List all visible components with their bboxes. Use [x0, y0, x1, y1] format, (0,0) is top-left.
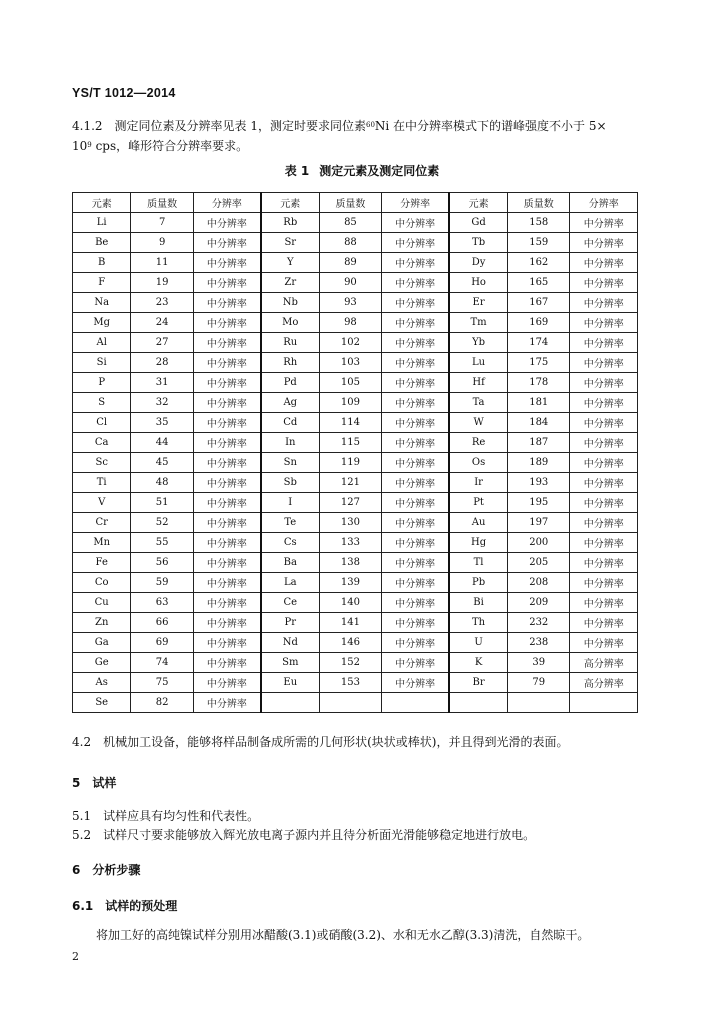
cell-resolution: 中分辨率: [570, 453, 638, 473]
isotope-superscript: 60: [365, 121, 375, 129]
cell-mass-number: 79: [508, 673, 570, 693]
section-6-1-heading: [72, 897, 177, 914]
cell-mass-number: 48: [131, 473, 193, 493]
header-element: 元素: [73, 193, 131, 213]
section-title: 试样: [92, 776, 117, 790]
cell-mass-number: 75: [131, 673, 193, 693]
standard-code-header: YS/T 1012—2014: [72, 86, 176, 100]
cell-mass-number: 59: [131, 573, 193, 593]
cell-resolution: 中分辨率: [382, 333, 449, 353]
cell-resolution: 中分辨率: [382, 593, 449, 613]
cell-mass-number: 102: [319, 333, 381, 353]
cell-element: Cd: [261, 413, 319, 433]
cell-element: Pr: [261, 613, 319, 633]
cell-element: Sb: [261, 473, 319, 493]
cell-mass-number: 140: [319, 593, 381, 613]
cell-resolution: 中分辨率: [570, 553, 638, 573]
cell-mass-number: 45: [131, 453, 193, 473]
paragraph-5-1: 5.1 试样应具有均匀性和代表性。: [72, 809, 260, 823]
cell-element: Cu: [73, 593, 131, 613]
header-resolution: 分辨率: [570, 193, 638, 213]
cell-resolution: 中分辨率: [570, 373, 638, 393]
cell-element: Eu: [261, 673, 319, 693]
cell-element: Y: [261, 253, 319, 273]
cell-resolution: 中分辨率: [570, 213, 638, 233]
cell-mass-number: 82: [131, 693, 193, 713]
cell-element: F: [73, 273, 131, 293]
cell-mass-number: 119: [319, 453, 381, 473]
cell-resolution: 中分辨率: [382, 493, 449, 513]
cell-resolution: 中分辨率: [382, 213, 449, 233]
cell-resolution: 中分辨率: [382, 553, 449, 573]
cell-mass-number: 74: [131, 653, 193, 673]
cell-resolution: 中分辨率: [193, 313, 260, 333]
cell-resolution: 中分辨率: [193, 593, 260, 613]
cell-resolution: 中分辨率: [193, 553, 260, 573]
cell-mass-number: 162: [508, 253, 570, 273]
cell-element: Nd: [261, 633, 319, 653]
cell-mass-number: 195: [508, 493, 570, 513]
cell-element: U: [449, 633, 507, 653]
cell-resolution: 中分辨率: [382, 233, 449, 253]
cell-element: Ge: [73, 653, 131, 673]
cell-element: [449, 693, 507, 713]
cell-element: V: [73, 493, 131, 513]
cell-mass-number: 189: [508, 453, 570, 473]
cell-mass-number: 146: [319, 633, 381, 653]
cell-resolution: 中分辨率: [193, 613, 260, 633]
table-row: [73, 653, 638, 673]
cell-resolution: 中分辨率: [382, 253, 449, 273]
header-resolution: 分辨率: [193, 193, 260, 213]
table-row: [73, 373, 638, 393]
cell-mass-number: 11: [131, 253, 193, 273]
cell-mass-number: 152: [319, 653, 381, 673]
cell-mass-number: 127: [319, 493, 381, 513]
cell-element: Fe: [73, 553, 131, 573]
cell-mass-number: 85: [319, 213, 381, 233]
table-row: [73, 453, 638, 473]
cell-resolution: 中分辨率: [382, 413, 449, 433]
cell-element: Co: [73, 573, 131, 593]
cell-resolution: 中分辨率: [193, 513, 260, 533]
cell-resolution: 中分辨率: [382, 433, 449, 453]
cell-element: Sc: [73, 453, 131, 473]
cell-element: Pb: [449, 573, 507, 593]
cell-element: Pd: [261, 373, 319, 393]
cell-mass-number: 56: [131, 553, 193, 573]
cell-resolution: 中分辨率: [382, 353, 449, 373]
cell-mass-number: 69: [131, 633, 193, 653]
cell-element: Ca: [73, 433, 131, 453]
cell-element: Mo: [261, 313, 319, 333]
cell-mass-number: 32: [131, 393, 193, 413]
table-row: [73, 513, 638, 533]
table-row: [73, 273, 638, 293]
cell-resolution: 中分辨率: [193, 673, 260, 693]
cell-mass-number: 174: [508, 333, 570, 353]
cell-resolution: 中分辨率: [382, 293, 449, 313]
cell-mass-number: 98: [319, 313, 381, 333]
paragraph-6-1: 将加工好的高纯镍试样分别用冰醋酸(3.1)或硝酸(3.2)、水和无水乙醇(3.3)清洗，自然晾干。: [96, 928, 590, 942]
cell-resolution: 中分辨率: [570, 313, 638, 333]
cell-resolution: 中分辨率: [382, 633, 449, 653]
cell-element: Sm: [261, 653, 319, 673]
cell-resolution: 中分辨率: [570, 513, 638, 533]
cell-mass-number: 139: [319, 573, 381, 593]
cell-resolution: 中分辨率: [193, 253, 260, 273]
cell-resolution: 中分辨率: [382, 273, 449, 293]
cell-element: Re: [449, 433, 507, 453]
cell-resolution: 中分辨率: [570, 593, 638, 613]
cell-mass-number: 133: [319, 533, 381, 553]
cell-element: In: [261, 433, 319, 453]
cell-mass-number: 66: [131, 613, 193, 633]
cell-mass-number: 27: [131, 333, 193, 353]
table-row: [73, 553, 638, 573]
cell-element: Sn: [261, 453, 319, 473]
cell-resolution: 中分辨率: [193, 533, 260, 553]
cell-element: Cl: [73, 413, 131, 433]
cell-mass-number: [508, 693, 570, 713]
cell-mass-number: 89: [319, 253, 381, 273]
page-number: 2: [72, 950, 79, 963]
cell-element: Tm: [449, 313, 507, 333]
cell-element: Si: [73, 353, 131, 373]
cell-resolution: 中分辨率: [382, 573, 449, 593]
header-resolution: 分辨率: [382, 193, 449, 213]
table-row: [73, 413, 638, 433]
cell-mass-number: [319, 693, 381, 713]
cell-resolution: 中分辨率: [382, 393, 449, 413]
subsection-number: 6.1: [72, 899, 94, 913]
cell-mass-number: 93: [319, 293, 381, 313]
cell-mass-number: 103: [319, 353, 381, 373]
cell-mass-number: 159: [508, 233, 570, 253]
cell-resolution: 中分辨率: [382, 473, 449, 493]
section-5-heading: [72, 774, 116, 791]
table-header-row: [73, 193, 638, 213]
cell-element: Mg: [73, 313, 131, 333]
cell-element: Gd: [449, 213, 507, 233]
cell-resolution: 中分辨率: [382, 373, 449, 393]
cell-element: I: [261, 493, 319, 513]
cell-mass-number: 209: [508, 593, 570, 613]
table-row: [73, 613, 638, 633]
cell-resolution: 中分辨率: [193, 353, 260, 373]
section-number: 6: [72, 863, 81, 877]
cell-resolution: 中分辨率: [570, 333, 638, 353]
cell-element: Mn: [73, 533, 131, 553]
table-row: [73, 493, 638, 513]
table-row: [73, 573, 638, 593]
cell-resolution: 中分辨率: [193, 213, 260, 233]
cell-resolution: 中分辨率: [193, 493, 260, 513]
cell-resolution: 中分辨率: [193, 453, 260, 473]
table-row: [73, 353, 638, 373]
table-row: [73, 473, 638, 493]
isotope-table: [72, 192, 638, 713]
table-row: [73, 673, 638, 693]
table-row: [73, 213, 638, 233]
cell-element: Os: [449, 453, 507, 473]
cell-resolution: 中分辨率: [570, 613, 638, 633]
cell-element: Cr: [73, 513, 131, 533]
cell-mass-number: 178: [508, 373, 570, 393]
cell-resolution: 中分辨率: [382, 533, 449, 553]
cell-element: Ce: [261, 593, 319, 613]
cell-mass-number: 109: [319, 393, 381, 413]
cell-resolution: 中分辨率: [570, 433, 638, 453]
table-row: [73, 253, 638, 273]
table-row: [73, 293, 638, 313]
header-mass-number: 质量数: [508, 193, 570, 213]
cell-mass-number: 90: [319, 273, 381, 293]
cell-element: Ba: [261, 553, 319, 573]
cell-element: Pt: [449, 493, 507, 513]
cell-mass-number: 44: [131, 433, 193, 453]
table-row: [73, 233, 638, 253]
cell-resolution: 中分辨率: [570, 633, 638, 653]
cell-element: Lu: [449, 353, 507, 373]
cell-element: La: [261, 573, 319, 593]
cell-mass-number: 197: [508, 513, 570, 533]
cell-resolution: 中分辨率: [193, 693, 260, 713]
cell-resolution: 中分辨率: [570, 533, 638, 553]
table-caption: [0, 162, 724, 179]
cell-mass-number: 19: [131, 273, 193, 293]
cell-element: Ru: [261, 333, 319, 353]
table-row: [73, 693, 638, 713]
cell-mass-number: 55: [131, 533, 193, 553]
para-4-1-2-text-a: 4.1.2 测定同位素及分辨率见表 1，测定时要求同位素: [72, 119, 366, 133]
cell-resolution: 中分辨率: [193, 653, 260, 673]
cell-resolution: 中分辨率: [382, 313, 449, 333]
cell-element: Tb: [449, 233, 507, 253]
paragraph-4-2: 4.2 机械加工设备，能够将样品制备成所需的几何形状(块状或棒状)，并且得到光滑的表面。: [72, 735, 569, 749]
cell-element: Se: [73, 693, 131, 713]
cell-element: Tl: [449, 553, 507, 573]
cell-mass-number: 35: [131, 413, 193, 433]
cell-resolution: 中分辨率: [570, 293, 638, 313]
cell-resolution: 中分辨率: [193, 233, 260, 253]
cell-element: Rh: [261, 353, 319, 373]
cell-mass-number: 130: [319, 513, 381, 533]
cell-resolution: 中分辨率: [570, 573, 638, 593]
cell-element: Na: [73, 293, 131, 313]
exponent-superscript: 9: [87, 141, 92, 149]
cell-resolution: 中分辨率: [382, 453, 449, 473]
cell-element: K: [449, 653, 507, 673]
para-4-1-2-text-d: cps，峰形符合分辨率要求。: [91, 139, 249, 153]
cell-resolution: 中分辨率: [193, 393, 260, 413]
cell-resolution: 中分辨率: [570, 253, 638, 273]
cell-element: Th: [449, 613, 507, 633]
cell-element: S: [73, 393, 131, 413]
cell-element: Be: [73, 233, 131, 253]
cell-resolution: 中分辨率: [193, 573, 260, 593]
cell-mass-number: 63: [131, 593, 193, 613]
cell-resolution: 高分辨率: [570, 673, 638, 693]
cell-element: Ti: [73, 473, 131, 493]
cell-element: Al: [73, 333, 131, 353]
cell-element: Ho: [449, 273, 507, 293]
cell-mass-number: 141: [319, 613, 381, 633]
table-row: [73, 433, 638, 453]
cell-mass-number: 105: [319, 373, 381, 393]
cell-mass-number: 175: [508, 353, 570, 373]
cell-mass-number: 184: [508, 413, 570, 433]
cell-element: P: [73, 373, 131, 393]
cell-element: Te: [261, 513, 319, 533]
cell-mass-number: 52: [131, 513, 193, 533]
cell-element: Au: [449, 513, 507, 533]
cell-element: Sr: [261, 233, 319, 253]
cell-element: Ga: [73, 633, 131, 653]
cell-resolution: 中分辨率: [193, 473, 260, 493]
table-row: [73, 593, 638, 613]
table-row: [73, 533, 638, 553]
cell-mass-number: 115: [319, 433, 381, 453]
cell-mass-number: 31: [131, 373, 193, 393]
cell-resolution: 中分辨率: [570, 413, 638, 433]
cell-mass-number: 167: [508, 293, 570, 313]
cell-resolution: 中分辨率: [193, 373, 260, 393]
cell-resolution: 中分辨率: [570, 233, 638, 253]
cell-mass-number: 200: [508, 533, 570, 553]
cell-resolution: 中分辨率: [193, 413, 260, 433]
cell-resolution: 中分辨率: [193, 333, 260, 353]
cell-element: W: [449, 413, 507, 433]
cell-mass-number: 28: [131, 353, 193, 373]
cell-element: Zr: [261, 273, 319, 293]
cell-element: Ta: [449, 393, 507, 413]
cell-mass-number: 23: [131, 293, 193, 313]
cell-mass-number: 39: [508, 653, 570, 673]
cell-resolution: 中分辨率: [570, 393, 638, 413]
table-number: 表 1: [284, 164, 310, 178]
cell-element: [261, 693, 319, 713]
cell-element: Ir: [449, 473, 507, 493]
table-body: [73, 213, 638, 713]
cell-resolution: 中分辨率: [193, 293, 260, 313]
cell-resolution: 中分辨率: [193, 433, 260, 453]
cell-mass-number: 232: [508, 613, 570, 633]
cell-mass-number: 205: [508, 553, 570, 573]
cell-mass-number: 88: [319, 233, 381, 253]
cell-resolution: 中分辨率: [570, 353, 638, 373]
cell-resolution: 中分辨率: [193, 273, 260, 293]
cell-mass-number: 51: [131, 493, 193, 513]
cell-resolution: 中分辨率: [382, 653, 449, 673]
section-number: 5: [72, 776, 81, 790]
cell-element: Nb: [261, 293, 319, 313]
cell-mass-number: 187: [508, 433, 570, 453]
cell-element: Zn: [73, 613, 131, 633]
para-4-1-2-text-c: 10: [72, 139, 88, 153]
cell-mass-number: 208: [508, 573, 570, 593]
cell-resolution: [570, 693, 638, 713]
table-row: [73, 633, 638, 653]
cell-element: Dy: [449, 253, 507, 273]
cell-element: Rb: [261, 213, 319, 233]
cell-mass-number: 121: [319, 473, 381, 493]
cell-element: Bi: [449, 593, 507, 613]
cell-element: Ag: [261, 393, 319, 413]
cell-mass-number: 181: [508, 393, 570, 413]
cell-resolution: 中分辨率: [570, 273, 638, 293]
header-mass-number: 质量数: [131, 193, 193, 213]
cell-mass-number: 138: [319, 553, 381, 573]
cell-element: Yb: [449, 333, 507, 353]
cell-mass-number: 169: [508, 313, 570, 333]
cell-element: Er: [449, 293, 507, 313]
cell-resolution: 高分辨率: [570, 653, 638, 673]
cell-element: Hf: [449, 373, 507, 393]
cell-element: As: [73, 673, 131, 693]
cell-resolution: 中分辨率: [570, 493, 638, 513]
table-title: 测定元素及测定同位素: [319, 164, 440, 178]
header-element: 元素: [261, 193, 319, 213]
cell-resolution: 中分辨率: [570, 473, 638, 493]
para-4-1-2-text-b: Ni 在中分辨率模式下的谱峰强度不小于 5×: [374, 119, 607, 133]
cell-mass-number: 158: [508, 213, 570, 233]
cell-element: Cs: [261, 533, 319, 553]
cell-resolution: [382, 693, 449, 713]
header-mass-number: 质量数: [319, 193, 381, 213]
cell-resolution: 中分辨率: [382, 513, 449, 533]
cell-mass-number: 24: [131, 313, 193, 333]
cell-element: B: [73, 253, 131, 273]
cell-mass-number: 238: [508, 633, 570, 653]
cell-mass-number: 193: [508, 473, 570, 493]
cell-mass-number: 9: [131, 233, 193, 253]
cell-mass-number: 153: [319, 673, 381, 693]
paragraph-5-2: 5.2 试样尺寸要求能够放入辉光放电离子源内并且待分析面光滑能够稳定地进行放电。: [72, 828, 536, 842]
cell-resolution: 中分辨率: [193, 633, 260, 653]
header-element: 元素: [449, 193, 507, 213]
cell-mass-number: 165: [508, 273, 570, 293]
section-6-heading: [72, 861, 140, 878]
table-row: [73, 313, 638, 333]
table-row: [73, 393, 638, 413]
table-row: [73, 333, 638, 353]
paragraph-4-1-2: [72, 116, 658, 156]
cell-element: Li: [73, 213, 131, 233]
cell-element: Hg: [449, 533, 507, 553]
section-title: 分析步骤: [92, 863, 141, 877]
cell-resolution: 中分辨率: [382, 673, 449, 693]
subsection-title: 试样的预处理: [105, 899, 178, 913]
cell-resolution: 中分辨率: [382, 613, 449, 633]
cell-mass-number: 7: [131, 213, 193, 233]
cell-element: Br: [449, 673, 507, 693]
cell-mass-number: 114: [319, 413, 381, 433]
